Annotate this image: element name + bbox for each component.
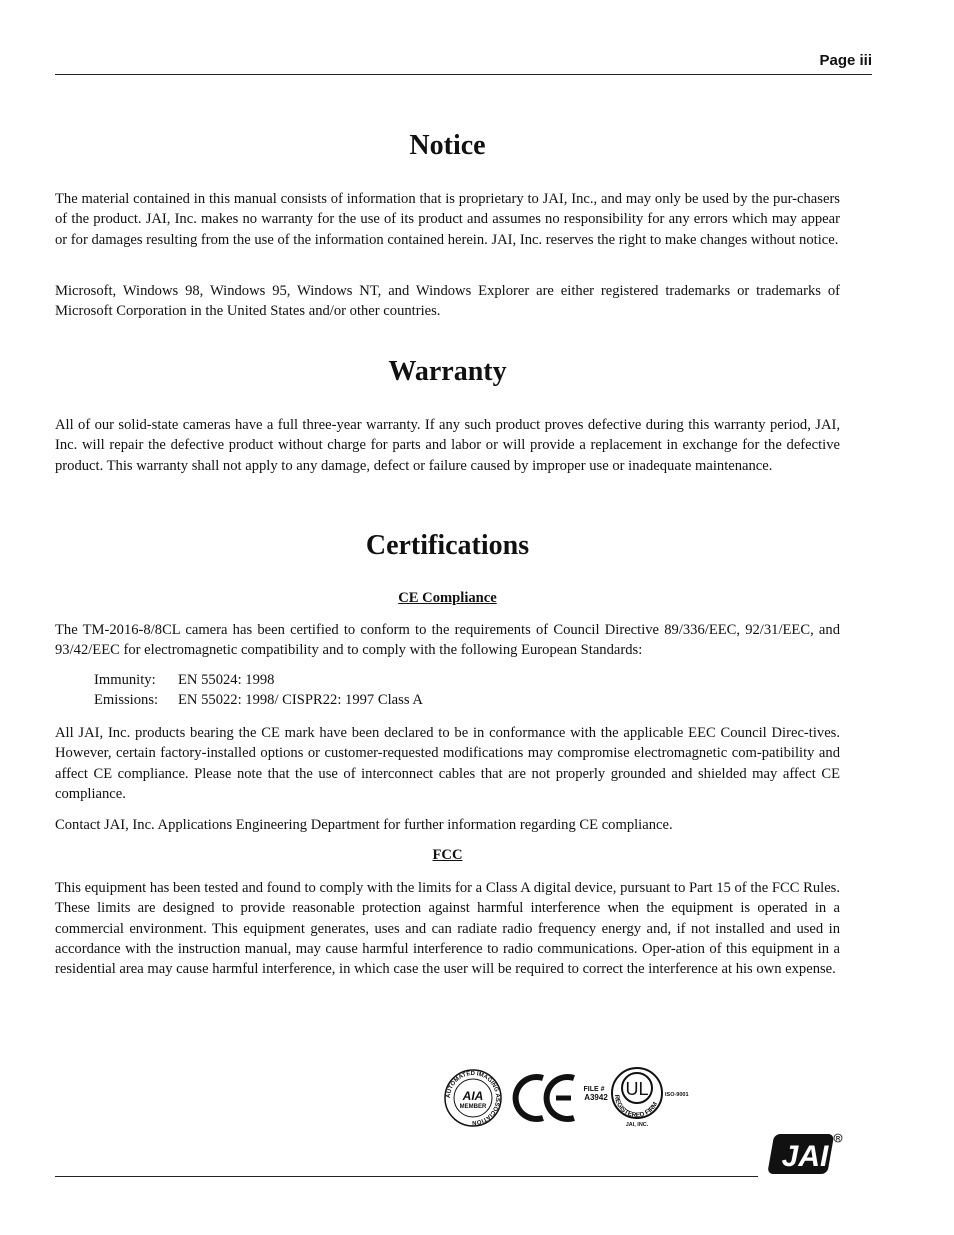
- certification-logos: [443, 1063, 703, 1133]
- ul-file-label: FILE #: [583, 1086, 605, 1093]
- footer-rule: [55, 1176, 758, 1177]
- page-header: [55, 52, 872, 75]
- jai-logo: [765, 1130, 845, 1183]
- certifications-heading: Certifications: [365, 530, 530, 561]
- immunity-value: EN 55024: 1998: [178, 672, 275, 688]
- warranty-paragraph: All of our solid-state cameras have a full three-year warranty. If any such product proves defective during this warranty period, JAI, Inc. will repair the defective product without charge for parts and labor or will provide a replacement in exchange for the defective product. This warranty shall not apply to any damage, defect or failure caused by improper use or inadequate maintenance.: [55, 417, 840, 474]
- fcc-heading: FCC: [432, 847, 463, 863]
- aia-ring-text: AUTOMATED IMAGING ASSOCIATION: [445, 1070, 501, 1126]
- emissions-row: [94, 692, 423, 709]
- jai-logo-icon: [765, 1130, 845, 1178]
- aia-logo: [445, 1070, 501, 1126]
- fcc-paragraph: This equipment has been tested and found to comply with the limits for a Class A digital device, pursuant to Part 15 of the FCC Rules. These limits are designed to provide reasonable protection against harmful interference when the equipment is operated in a commercial environment. This equipment generates, uses and can radiate radio frequency energy and, if not installed and used in accordance with the instruction manual, may cause harmful interference to radio communications. Oper-ation of this equipment in a residential area may cause harmful interference, in which case the user will be required to correct the interference at his own expense.: [55, 880, 840, 978]
- aia-member-text: MEMBER: [459, 1104, 487, 1110]
- svg-text:UL: UL: [625, 1079, 649, 1099]
- notice-heading: Notice: [409, 130, 486, 161]
- ul-logo: [583, 1068, 688, 1128]
- page-number: Page iii: [819, 52, 872, 69]
- ul-company-text: JAI, INC.: [625, 1122, 649, 1128]
- emissions-label: Emissions:: [94, 692, 159, 708]
- warranty-heading: Warranty: [388, 356, 507, 387]
- svg-text:R: R: [835, 1136, 841, 1143]
- notice-paragraph-2: Microsoft, Windows 98, Windows 95, Windows NT, and Windows Explorer are either registered trademarks or trademarks of Microsoft Corporation in the United States and/or other countries.: [55, 283, 840, 320]
- immunity-row: [94, 672, 274, 689]
- emissions-value: EN 55022: 1998/ CISPR22: 1997 Class A: [178, 692, 423, 708]
- certification-marks-svg: [443, 1063, 703, 1133]
- ce-paragraph-3: Contact JAI, Inc. Applications Engineering Department for further information regarding CE compliance.: [55, 817, 673, 833]
- ul-file-number: A3942: [584, 1093, 608, 1102]
- ce-paragraph-2: All JAI, Inc. products bearing the CE mark have been declared to be in conformance with the applicable EEC Council Direc-tives. However, certain factory-installed options or customer-requested modifications may compromise electromagnetic com-patibility and affect CE compliance. Please note that the use of interconnect cables that are not properly grounded and shielded may affect CE compliance.: [55, 725, 840, 802]
- ul-registered-text: REGISTERED FIRM: [612, 1094, 660, 1120]
- notice-paragraph-1: The material contained in this manual consists of information that is proprietary to JAI, Inc., and may only be used by the pur-chasers of the product. JAI, Inc. makes no warranty for the use of its product and assumes no responsibility for any errors which may appear or for damages resulting from the use of the information contained herein. JAI, Inc. reserves the right to make changes without notice.: [55, 191, 840, 248]
- jai-brand-text: JAI: [781, 1140, 829, 1173]
- iso-text: ISO-9001: [665, 1092, 689, 1098]
- svg-text:AIA: AIA: [462, 1089, 484, 1103]
- ce-compliance-heading: CE Compliance: [398, 590, 497, 606]
- ce-mark-icon: [516, 1077, 574, 1119]
- immunity-label: Immunity:: [94, 672, 156, 688]
- ce-paragraph-1: The TM-2016-8/8CL camera has been certified to conform to the requirements of Council Directive 89/336/EEC, 92/31/EEC, and 93/42/EEC for electromagnetic compatibility and to comply with the following European Standards:: [55, 622, 840, 659]
